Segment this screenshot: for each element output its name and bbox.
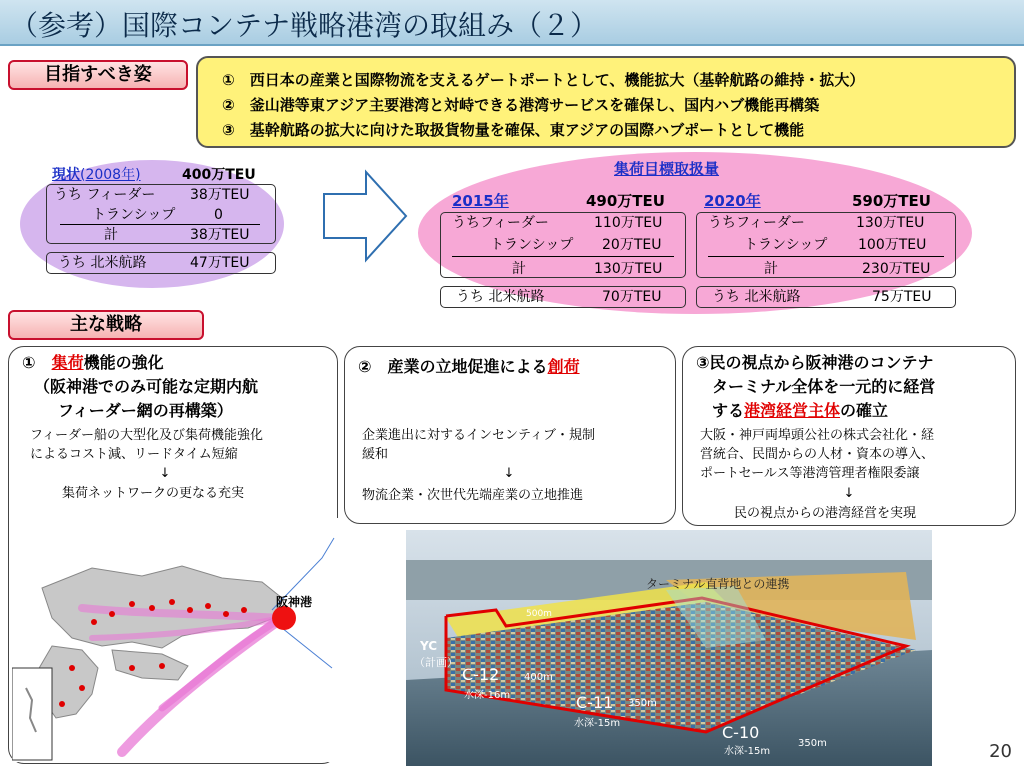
target-2020-feeder-label: うちフィーダー xyxy=(708,215,805,231)
berth-c11-length: 350m xyxy=(628,698,657,709)
strategy-2-body1: 企業進出に対するインセンティブ・規制 xyxy=(362,428,595,443)
target-2020-year: 2020年 xyxy=(704,192,761,210)
target-2020-na-value: 75万TEU xyxy=(872,289,932,305)
target-2015-feeder-label: うちフィーダー xyxy=(452,215,549,231)
target-2020-feeder-value: 130万TEU xyxy=(856,215,925,231)
photo-terminal-label: ターミナル直背地との連携 xyxy=(646,577,790,591)
berth-c10-name: C-10 xyxy=(722,723,760,742)
port-terminal-photo xyxy=(406,530,932,766)
photo-500m-label: 500m xyxy=(526,609,552,619)
strategy-3-body1: 大阪・神戸両埠頭公社の株式会社化・経 xyxy=(700,428,935,443)
strategy-1-title: ① 集荷機能の強化 xyxy=(22,353,164,372)
strategy-1-arrow: ↓ xyxy=(159,466,171,481)
current-title: 現状(2008年) xyxy=(52,167,141,183)
berth-c11-depth: 水深-15m xyxy=(574,718,621,729)
current-na-label: うち 北米航路 xyxy=(58,255,147,271)
current-total: 400万TEU xyxy=(182,167,256,183)
current-sum-line xyxy=(60,224,260,225)
strategy-2-arrow: ↓ xyxy=(503,466,515,481)
target-2020-sum-label: 計 xyxy=(764,261,778,277)
target-2020-sum-value: 230万TEU xyxy=(862,261,931,277)
strategy-3-line1: ③民の視点から阪神港のコンテナ xyxy=(696,353,934,372)
berth-c12-length: 400m xyxy=(524,672,553,683)
current-tranship-label: トランシップ xyxy=(92,207,176,223)
target-title: 集荷目標取扱量 xyxy=(614,160,720,178)
current-tranship-value: 0 xyxy=(214,207,223,223)
target-2015-tranship-label: トランシップ xyxy=(490,237,574,253)
strategy-section-label: 主な戦略 xyxy=(8,310,204,340)
current-feeder-label: うち フィーダー xyxy=(54,187,156,203)
target-2015-tranship-value: 20万TEU xyxy=(602,237,662,253)
photo-yc-label: YC xyxy=(420,639,438,653)
current-na-value: 47万TEU xyxy=(190,255,250,271)
goal-box xyxy=(196,56,1016,148)
western-japan-map xyxy=(12,518,342,762)
goal-item-1: ① 西日本の産業と国際物流を支えるゲートポートとして、機能拡大（基幹航路の維持・拡大） xyxy=(222,71,865,89)
target-2015-sum-line xyxy=(452,256,674,257)
strategy-1-body2: によるコスト減、リードタイム短縮 xyxy=(30,447,238,462)
strategy-2-body3: 物流企業・次世代先端産業の立地推進 xyxy=(362,488,584,503)
goal-item-3: ③ 基幹航路の拡大に向けた取扱貨物量を確保、東アジアの国際ハブポートとして機能 xyxy=(222,121,805,139)
target-2020-na-label: うち 北米航路 xyxy=(712,289,801,305)
target-2020-tranship-label: トランシップ xyxy=(744,237,828,253)
target-2015-sum-value: 130万TEU xyxy=(594,261,663,277)
goal-section-label: 目指すべき姿 xyxy=(8,60,188,90)
page-number: 20 xyxy=(989,741,1012,762)
berth-c12-name: C-12 xyxy=(462,665,500,684)
target-2015-total: 490万TEU xyxy=(586,192,665,210)
current-feeder-value: 38万TEU xyxy=(190,187,250,203)
arrow-right-icon xyxy=(322,168,408,264)
target-2020-sum-line xyxy=(708,256,944,257)
target-2015-year: 2015年 xyxy=(452,192,509,210)
strategy-2-body2: 緩和 xyxy=(362,447,389,462)
strategy-1-sub1: （阪神港でのみ可能な定期内航 xyxy=(34,377,259,396)
strategy-3-line3: する港湾経営主体の確立 xyxy=(712,401,889,420)
current-sum-value: 38万TEU xyxy=(190,227,250,243)
berth-c10-length: 350m xyxy=(798,738,827,749)
berth-c11-name: C-11 xyxy=(576,693,614,712)
page-title: （参考）国際コンテナ戦略港湾の取組み（２） xyxy=(10,9,599,42)
target-2015-feeder-value: 110万TEU xyxy=(594,215,663,231)
target-2020-total: 590万TEU xyxy=(852,192,931,210)
strategy-3-body4: 民の視点からの港湾経営を実現 xyxy=(734,506,917,521)
strategy-3-body2: 営統合、民間からの人材・資本の導入、 xyxy=(700,447,935,462)
target-2015-na-label: うち 北米航路 xyxy=(456,289,545,305)
current-sum-label: 計 xyxy=(104,227,118,243)
target-2020-tranship-value: 100万TEU xyxy=(858,237,927,253)
strategy-3-body3: ポートセールス等港湾管理者権限委譲 xyxy=(700,466,920,481)
map-port-label: 阪神港 xyxy=(276,595,313,609)
strategy-1-sub2: フィーダー網の再構築） xyxy=(58,401,233,420)
berth-c12-depth: 水深-16m xyxy=(464,690,511,701)
strategy-3-line2: ターミナル全体を一元的に経営 xyxy=(712,377,936,396)
strategy-2-title: ② 産業の立地促進による創荷 xyxy=(358,357,580,376)
strategy-1-body1: フィーダー船の大型化及び集荷機能強化 xyxy=(30,428,263,443)
title-bar xyxy=(0,0,1024,46)
goal-item-2: ② 釜山港等東アジア主要港湾と対峙できる港湾サービスを確保し、国内ハブ機能再構築 xyxy=(222,96,820,114)
photo-plan-label: （計画） xyxy=(414,656,458,669)
target-2015-na-value: 70万TEU xyxy=(602,289,662,305)
berth-c10-depth: 水深-15m xyxy=(724,746,771,757)
strategy-1-body3: 集荷ネットワークの更なる充実 xyxy=(62,486,245,501)
strategy-3-arrow: ↓ xyxy=(843,486,855,501)
target-2015-sum-label: 計 xyxy=(512,261,526,277)
